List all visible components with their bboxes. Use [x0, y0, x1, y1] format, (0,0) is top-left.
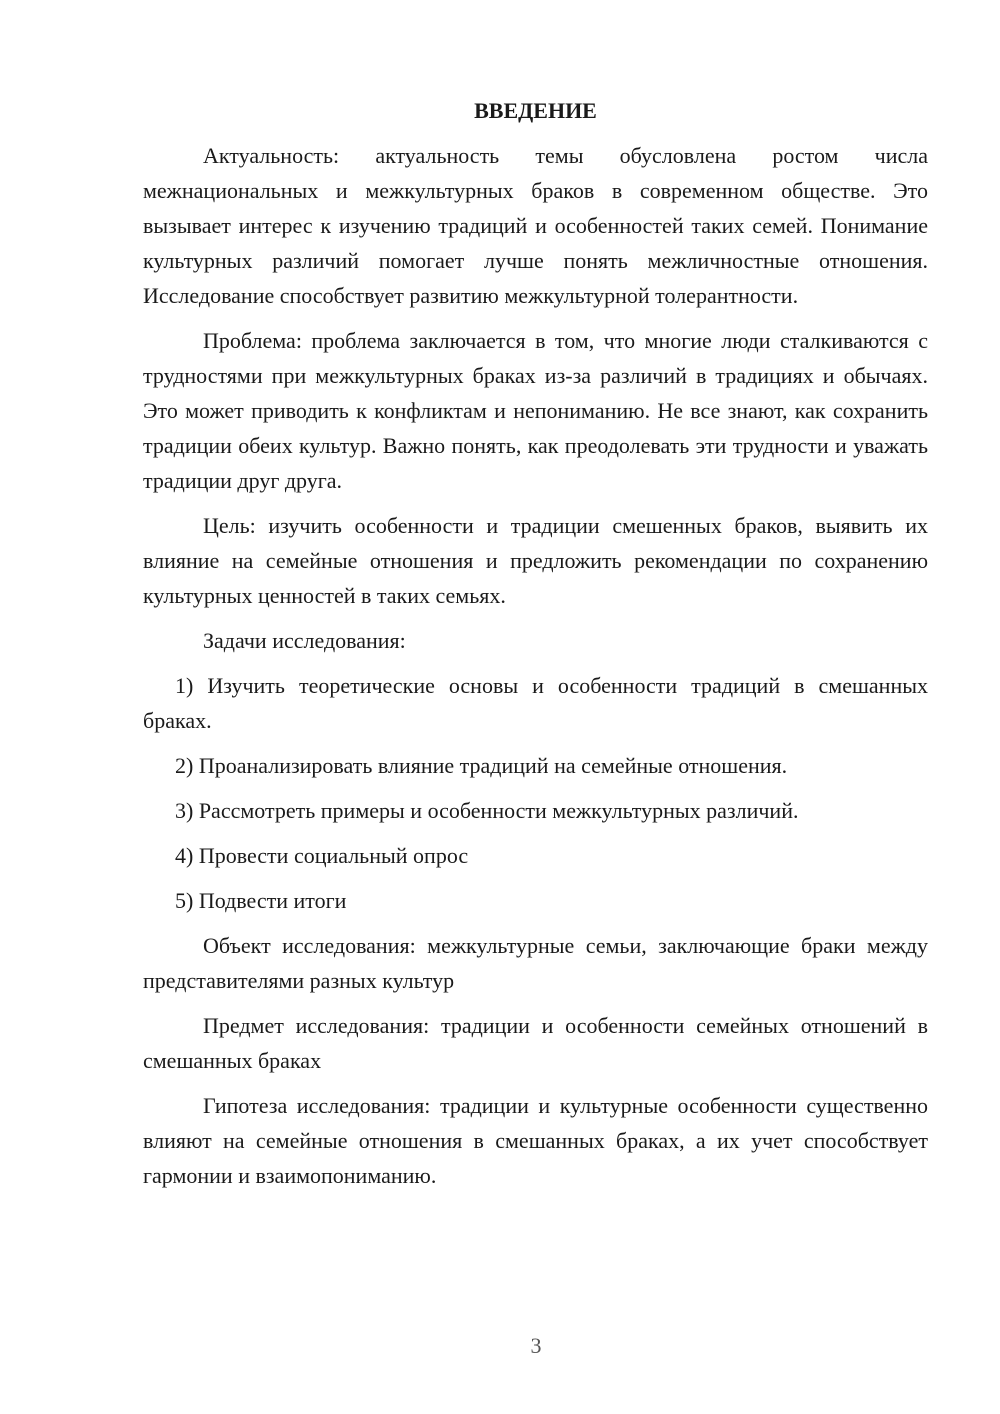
- task-item-5: 5) Подвести итоги: [175, 888, 347, 913]
- task-item-1: 1) Изучить теоретические основы и особенности традиций в смешанных браках.: [143, 673, 928, 733]
- task-item-3: 3) Рассмотреть примеры и особенности межкультурных различий.: [175, 798, 799, 823]
- page-content: [143, 96, 928, 1203]
- task-item-4: 4) Провести социальный опрос: [175, 843, 469, 868]
- object-paragraph: Объект исследования: межкультурные семьи, заключающие браки между представителями разных культур: [143, 933, 928, 993]
- hypothesis-paragraph: Гипотеза исследования: традиции и культурные особенности существенно влияют на семейные отношения в смешанных браках, а их учет способствует гармонии и взаимопониманию.: [143, 1093, 928, 1188]
- subject-paragraph: Предмет исследования: традиции и особенности семейных отношений в смешанных браках: [143, 1013, 928, 1073]
- section-title: ВВЕДЕНИЕ: [474, 98, 597, 123]
- problem-paragraph: Проблема: проблема заключается в том, что многие люди сталкиваются с трудностями при межкультурных браках из-за различий в традициях и обычаях. Это может приводить к конфликтам и непониманию. Не все знают, как сохранить традиции обеих культур. Важно понять, как преодолевать эти трудности и уважать традиции друг друга.: [143, 328, 928, 493]
- relevance-paragraph: Актуальность: актуальность темы обусловлена ростом числа межнациональных и межкультурных браков в современном обществе. Это вызывает интерес к изучению традиций и особенностей таких семей. Понимание культурных различий помогает лучше понять межличностные отношения. Исследование способствует развитию межкультурной толерантности.: [143, 143, 928, 308]
- tasks-heading: Задачи исследования:: [203, 628, 406, 653]
- task-item-2: 2) Проанализировать влияние традиций на семейные отношения.: [175, 753, 788, 778]
- page-number: 3: [530, 1333, 542, 1358]
- goal-paragraph: Цель: изучить особенности и традиции смешенных браков, выявить их влияние на семейные отношения и предложить рекомендации по сохранению культурных ценностей в таких семьях.: [143, 513, 928, 608]
